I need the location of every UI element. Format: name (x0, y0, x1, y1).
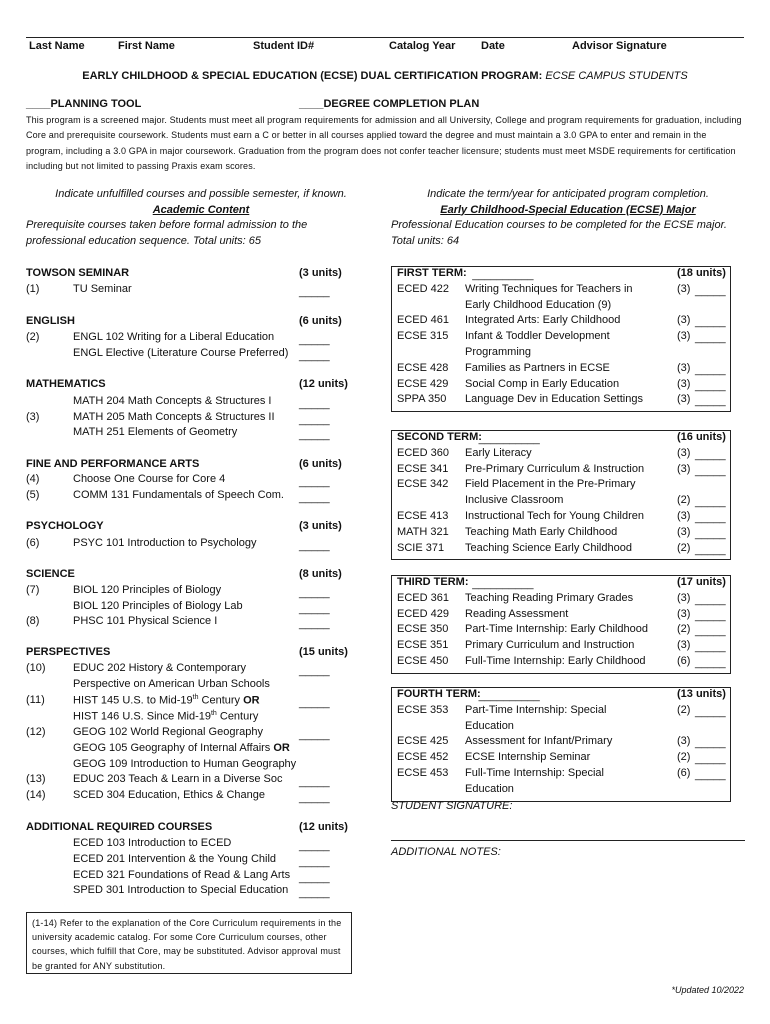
additional-required-title: ADDITIONAL REQUIRED COURSES (26, 821, 213, 833)
term-units: (17 units) (677, 576, 726, 588)
course-units: (3) (677, 282, 691, 295)
semester-blank[interactable]: _____ (695, 448, 726, 461)
course-units: (6) (677, 655, 691, 667)
perspectives-units: (15 units) (299, 646, 348, 658)
semester-blank[interactable]: _____ (299, 887, 330, 899)
semester-blank[interactable]: _____ (299, 492, 330, 504)
course-name: Perspective on American Urban Schools (73, 678, 270, 690)
course-name: Teaching Reading Primary Grades (465, 591, 634, 604)
psychology-title: PSYCHOLOGY (26, 520, 104, 532)
course-name: SCED 304 Education, Ethics & Change (73, 789, 266, 801)
course-name: ENGL Elective (Literature Course Preferred) (73, 347, 289, 359)
semester-blank[interactable]: _____ (695, 395, 726, 408)
course-name: Teaching Science Early Childhood (465, 541, 632, 554)
semester-blank[interactable]: _____ (695, 512, 726, 524)
course-code: ECSE 429 (397, 377, 449, 390)
core-footnote: (1-14) Refer to the explanation of the Core Curriculum requirements in the university academic catalog. For some Core Curriculum courses, other courses, which fulfill that Core, may be substituted. Advisor approval must be granted for ANY substitution. (26, 912, 352, 974)
course-units: (3) (677, 393, 691, 406)
course-units: (3) (677, 314, 691, 327)
course-units: (2) (677, 623, 691, 636)
course-name: HIST 146 U.S. Since Mid-19th Century (73, 710, 259, 723)
semester-blank[interactable]: _____ (299, 587, 330, 599)
semester-blank[interactable]: _____ (299, 286, 330, 298)
course-name: ECSE Internship Seminar (465, 751, 591, 764)
course-code: ECSE 450 (397, 655, 449, 667)
course-name: BIOL 120 Principles of Biology (73, 584, 222, 596)
left-column-header: Indicate unfulfilled courses and possible semester, if known. Academic Content Prerequisite courses taken before formal admission to the professional education sequence. Total units: 65 (26, 188, 347, 247)
course-units: (3) (677, 525, 691, 538)
semester-blank[interactable]: _____ (695, 737, 726, 750)
term-units: (16 units) (677, 431, 726, 443)
term-label: THIRD TERM: (397, 576, 469, 588)
semester-blank[interactable]: _____ (299, 476, 330, 488)
course-name: GEOG 102 World Regional Geography (73, 726, 263, 738)
course-name: MATH 251 Elements of Geometry (73, 426, 238, 438)
course-name: Programming (465, 346, 532, 358)
semester-blank[interactable]: _____ (695, 641, 726, 654)
course-number: (1) (26, 283, 40, 295)
course-name: ENGL 102 Writing for a Liberal Education (73, 331, 275, 343)
catalog-year-label: Catalog Year (389, 40, 456, 52)
course-name: Families as Partners in ECSE (465, 361, 610, 374)
semester-blank[interactable]: _____ (695, 593, 726, 606)
semester-blank[interactable]: _____ (695, 284, 726, 297)
course-code: ECSE 428 (397, 361, 449, 374)
course-name: Writing Techniques for Teachers in (465, 282, 633, 295)
semester-blank[interactable]: _____ (299, 398, 330, 410)
program-title: EARLY CHILDHOOD & SPECIAL EDUCATION (ECSE) DUAL CERTIFICATION PROGRAM: ECSE CAMPUS STUDENTS (82, 70, 688, 82)
date-label: Date (481, 40, 505, 52)
term-date-blank[interactable]: __________ (478, 690, 540, 702)
semester-blank[interactable]: _____ (299, 872, 330, 884)
semester-blank[interactable]: _____ (299, 414, 330, 426)
course-units: (2) (677, 703, 691, 716)
course-number: (2) (26, 331, 40, 343)
course-units: (3) (677, 591, 691, 604)
course-name: Full-Time Internship: Special (465, 767, 604, 779)
course-number: (12) (26, 726, 46, 738)
degree-completion-checkbox[interactable]: ____DEGREE COMPLETION PLAN (299, 98, 480, 110)
course-number: (3) (26, 411, 40, 423)
course-name: Instructional Tech for Young Children (465, 510, 644, 522)
course-code: MATH 321 (397, 525, 449, 538)
course-name: TU Seminar (73, 283, 132, 295)
course-name: EDUC 203 Teach & Learn in a Diverse Soc (73, 773, 283, 785)
course-name: Education (465, 719, 514, 732)
semester-blank[interactable]: _____ (695, 332, 726, 345)
course-number: (10) (26, 662, 46, 674)
course-units: (3) (677, 361, 691, 374)
course-name: ECED 103 Introduction to ECED (73, 837, 232, 849)
course-name: SPED 301 Introduction to Special Education (73, 884, 289, 896)
term-date-blank[interactable]: __________ (472, 269, 534, 281)
course-name: GEOG 109 Introduction to Human Geography (73, 758, 297, 770)
math-units: (12 units) (299, 378, 348, 390)
fine-arts-units: (6 units) (299, 458, 342, 470)
course-name: Pre-Primary Curriculum & Instruction (465, 462, 645, 475)
course-name: GEOG 105 Geography of Internal Affairs OR (73, 742, 290, 754)
first-name-label: First Name (118, 40, 175, 52)
course-name: MATH 205 Math Concepts & Structures II (73, 411, 275, 423)
semester-blank[interactable]: _____ (695, 379, 726, 392)
semester-blank[interactable]: _____ (695, 705, 726, 718)
course-units: (3) (677, 446, 691, 459)
student-id-label: Student ID# (253, 40, 315, 52)
course-units: (2) (677, 494, 691, 507)
course-code: ECSE 453 (397, 767, 449, 779)
semester-blank[interactable]: _____ (695, 464, 726, 477)
term-label: FIRST TERM: (397, 267, 467, 279)
semester-blank[interactable]: _____ (695, 496, 726, 509)
course-name: Part-Time Internship: Special (465, 703, 607, 716)
psychology-units: (3 units) (299, 520, 342, 532)
course-name: HIST 145 U.S. to Mid-19th Century OR (73, 694, 260, 707)
science-title: SCIENCE (26, 568, 75, 580)
perspectives-title: PERSPECTIVES (26, 646, 111, 658)
additional-notes-label: ADDITIONAL NOTES: (391, 846, 501, 858)
term-label: FOURTH TERM: (397, 688, 481, 700)
course-name: Choose One Course for Core 4 (73, 473, 226, 485)
planning-tool-checkbox[interactable]: ____PLANNING TOOL (26, 98, 142, 110)
course-name: Integrated Arts: Early Childhood (465, 314, 621, 327)
course-code: ECSE 315 (397, 330, 449, 343)
term-date-blank[interactable]: __________ (478, 433, 540, 445)
course-name: Education (465, 782, 514, 795)
course-name: Social Comp in Early Education (465, 377, 620, 390)
course-name: PSYC 101 Introduction to Psychology (73, 537, 257, 549)
course-units: (3) (677, 510, 691, 522)
semester-blank[interactable]: _____ (299, 776, 330, 788)
term-units: (18 units) (677, 267, 726, 279)
semester-blank[interactable]: _____ (299, 603, 330, 615)
semester-blank[interactable]: _____ (695, 609, 726, 622)
course-name: Field Placement in the Pre-Primary (465, 478, 636, 491)
course-units: (3) (677, 735, 691, 748)
towson-units: (3 units) (299, 267, 342, 279)
right-column-header: Indicate the term/year for anticipated program completion. Early Childhood-Special Education (ECSE) Major Professional Education courses to be completed for the ECSE major. Total units: 64 (391, 188, 727, 247)
course-name: EDUC 202 History & Contemporary (73, 662, 247, 674)
course-code: ECSE 342 (397, 478, 449, 491)
course-number: (13) (26, 773, 46, 785)
course-units: (3) (677, 639, 691, 652)
course-code: ECSE 351 (397, 639, 449, 652)
semester-blank[interactable]: _____ (695, 543, 726, 556)
semester-blank[interactable]: _____ (299, 334, 330, 346)
course-code: ECED 422 (397, 282, 449, 295)
course-name: PHSC 101 Physical Science I (73, 615, 218, 627)
course-units: (3) (677, 607, 691, 620)
course-code: ECED 461 (397, 314, 449, 327)
course-number: (8) (26, 615, 40, 627)
course-code: ECSE 425 (397, 735, 449, 748)
course-name: ECED 201 Intervention & the Young Child (73, 853, 277, 865)
term-date-blank[interactable]: __________ (472, 578, 534, 590)
semester-blank[interactable]: _____ (299, 792, 330, 804)
course-code: SCIE 371 (397, 541, 445, 554)
course-units: (3) (677, 330, 691, 343)
course-number: (14) (26, 789, 46, 801)
term-label: SECOND TERM: (397, 431, 482, 443)
course-code: ECED 361 (397, 591, 449, 604)
semester-blank[interactable]: _____ (299, 856, 330, 868)
course-code: ECSE 452 (397, 751, 449, 764)
course-units: (2) (677, 751, 691, 764)
science-units: (8 units) (299, 568, 342, 580)
course-units: (3) (677, 462, 691, 475)
semester-blank[interactable]: _____ (299, 429, 330, 441)
course-name: MATH 204 Math Concepts & Structures I (73, 395, 272, 407)
course-code: ECED 360 (397, 446, 449, 459)
course-name: Inclusive Classroom (465, 494, 564, 507)
course-name: Reading Assessment (465, 607, 569, 620)
semester-blank[interactable]: _____ (299, 540, 330, 552)
course-name: Early Literacy (465, 446, 532, 459)
course-name: BIOL 120 Principles of Biology Lab (73, 600, 243, 612)
course-units: (3) (677, 377, 691, 390)
advisor-signature-label: Advisor Signature (572, 40, 667, 52)
course-code: SPPA 350 (397, 393, 447, 406)
english-title: ENGLISH (26, 315, 75, 327)
course-name: Assessment for Infant/Primary (465, 735, 613, 748)
mathematics-title: MATHEMATICS (26, 378, 106, 390)
course-name: COMM 131 Fundamentals of Speech Com. (73, 489, 284, 501)
student-signature-line[interactable] (391, 840, 745, 841)
semester-blank[interactable]: _____ (299, 665, 330, 677)
course-name: ECED 321 Foundations of Read & Lang Arts (73, 869, 291, 881)
course-name: Infant & Toddler Development (465, 330, 610, 343)
course-name: Part-Time Internship: Early Childhood (465, 623, 649, 636)
term-units: (13 units) (677, 688, 726, 700)
course-code: ECSE 341 (397, 462, 449, 475)
semester-blank[interactable]: _____ (299, 840, 330, 852)
semester-blank[interactable]: _____ (299, 618, 330, 630)
course-number: (4) (26, 473, 40, 485)
course-name: Primary Curriculum and Instruction (465, 639, 635, 652)
semester-blank[interactable]: _____ (299, 350, 330, 362)
course-name: Language Dev in Education Settings (465, 393, 643, 406)
top-rule (26, 37, 744, 38)
course-number: (6) (26, 537, 40, 549)
semester-blank[interactable]: _____ (695, 753, 726, 766)
course-name: Teaching Math Early Childhood (465, 525, 618, 538)
course-code: ECSE 353 (397, 703, 449, 716)
course-code: ECSE 350 (397, 623, 449, 636)
last-name-label: Last Name (29, 40, 85, 52)
fine-arts-title: FINE AND PERFORMANCE ARTS (26, 458, 200, 470)
semester-blank[interactable]: _____ (695, 363, 726, 376)
towson-seminar-title: TOWSON SEMINAR (26, 267, 130, 279)
course-number: (5) (26, 489, 40, 501)
course-units: (2) (677, 541, 691, 554)
semester-blank[interactable]: _____ (695, 657, 726, 669)
english-units: (6 units) (299, 315, 342, 327)
course-name: Early Childhood Education (9) (465, 298, 612, 311)
student-signature-label: STUDENT SIGNATURE: (391, 800, 513, 812)
course-units: (6) (677, 767, 691, 779)
semester-blank[interactable]: _____ (299, 697, 330, 709)
semester-blank[interactable]: _____ (695, 527, 726, 540)
course-number: (11) (26, 694, 45, 706)
updated-date: *Updated 10/2022 (671, 985, 744, 995)
semester-blank[interactable]: _____ (695, 316, 726, 329)
semester-blank[interactable]: _____ (299, 729, 330, 741)
course-name: Full-Time Internship: Early Childhood (465, 655, 646, 667)
additional-units: (12 units) (299, 821, 348, 833)
semester-blank[interactable]: _____ (695, 769, 726, 781)
program-intro: This program is a screened major. Students must meet all program requirements for admission and all University, College and program requirements for graduation, including Core and prerequisite coursework. Students must earn a C or better in all courses applied toward the degree and must maintain a 3.0 GPA to enter and remain in the program, including a 3.0 GPA in major coursework. Graduation from the program does not confer teacher licensure; students must meet MSDE requirements for certification including but not limited to passing Praxis exam scores. (26, 115, 742, 172)
semester-blank[interactable]: _____ (695, 625, 726, 638)
course-number: (7) (26, 584, 40, 596)
course-code: ECED 429 (397, 607, 449, 620)
course-code: ECSE 413 (397, 510, 449, 522)
